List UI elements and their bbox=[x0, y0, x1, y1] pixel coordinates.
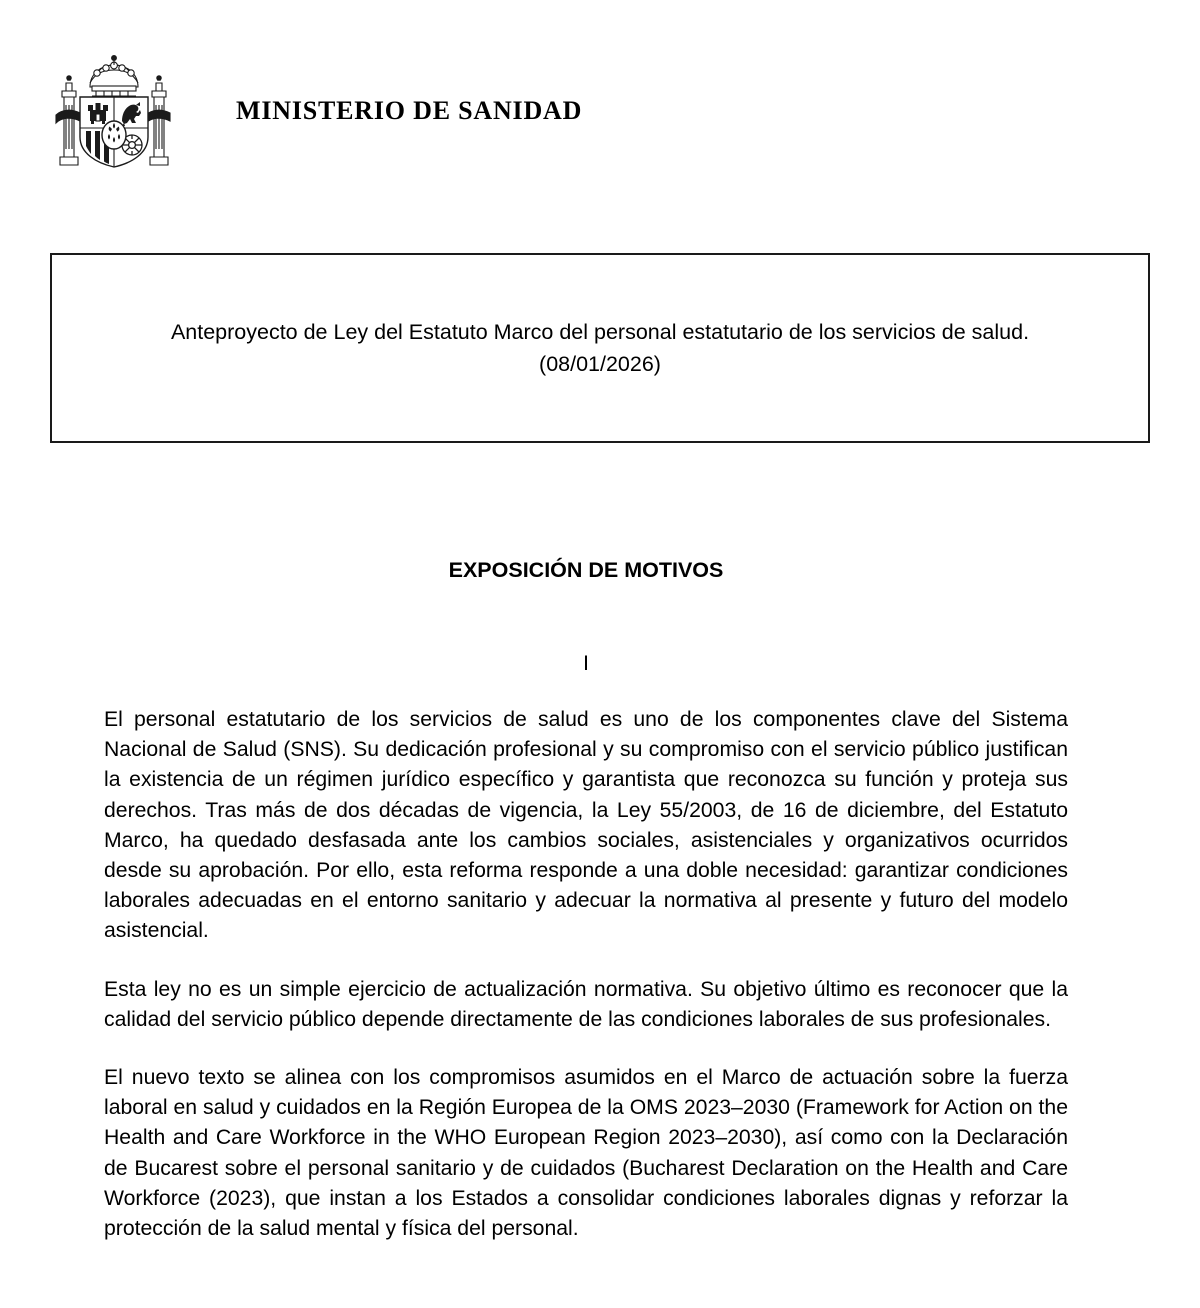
document-date: (08/01/2026) bbox=[539, 352, 661, 376]
document-title: Anteproyecto de Ley del Estatuto Marco del personal estatutario de los servicios de salud. bbox=[170, 320, 1030, 344]
paragraph-list bbox=[104, 705, 1068, 1244]
title-box-content bbox=[52, 316, 1148, 380]
document-title-box bbox=[50, 253, 1150, 443]
ministry-name: MINISTERIO DE SANIDAD bbox=[236, 96, 583, 125]
section-heading-exposicion-de-motivos: EXPOSICIÓN DE MOTIVOS bbox=[448, 558, 724, 582]
spain-coat-of-arms-icon bbox=[50, 53, 178, 171]
paragraph: Esta ley no es un simple ejercicio de actualización normativa. Su objetivo último es reconocer que la calidad del servicio público depende directamente de las condiciones laborales de sus profesionales. bbox=[104, 977, 1068, 1031]
document-header bbox=[50, 52, 1150, 172]
document-body bbox=[104, 556, 1068, 1241]
paragraph: El nuevo texto se alinea con los compromisos asumidos en el Marco de actuación sobre la fuerza laboral en salud y cuidados en la Región Europea de la OMS 2023–2030 (Framework for Action on the Health and Care Workforce in the WHO European Region 2023–2030), así como con la Declaración de Bucarest sobre el personal sanitario y de cuidados (Bucharest Declaration on the Health and Care Workforce (2023), que instan a los Estados a consolidar condiciones laborales dignas y reforzar la protección de la salud mental y física del personal. bbox=[104, 1066, 1068, 1241]
section-roman-numeral: I bbox=[583, 651, 589, 675]
paragraph: El personal estatutario de los servicios de salud es uno de los componentes clave del Sistema Nacional de Salud (SNS). Su dedicación profesional y su compromiso con el servicio público justifican la existencia de un régimen jurídico específico y garantista que reconozca su función y proteja sus derechos. Tras más de dos décadas de vigencia, la Ley 55/2003, de 16 de diciembre, del Estatuto Marco, ha quedado desfasada ante los cambios sociales, asistenciales y organizativos ocurridos desde su aprobación. Por ello, esta reforma responde a una doble necesidad: garantizar condiciones laborales adecuadas en el entorno sanitario y adecuar la normativa al presente y futuro del modelo asistencial. bbox=[104, 708, 1068, 943]
